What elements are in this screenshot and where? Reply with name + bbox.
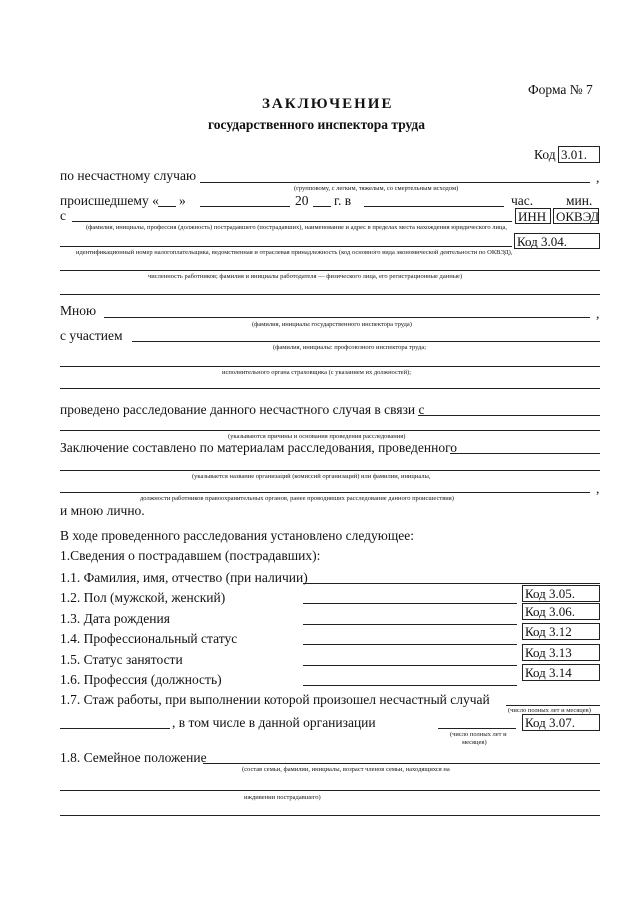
- victim-line[interactable]: [72, 221, 512, 222]
- participation-line[interactable]: [132, 341, 600, 342]
- accident-label: по несчастному случаю: [60, 168, 197, 183]
- orgs-hint: (указывается название организаций (комиссий организаций) или фамилии, инициалы,: [192, 473, 431, 480]
- field-15-label: 1.5. Статус занятости: [60, 652, 183, 667]
- field-14-line[interactable]: [303, 644, 517, 645]
- code-box-307: Код 3.07.: [522, 714, 600, 731]
- with-label: с: [60, 208, 66, 223]
- min-label: мин.: [566, 193, 593, 208]
- code-box-314: Код 3.14: [522, 664, 600, 681]
- by-me-label: Мною: [60, 303, 97, 318]
- employer-line[interactable]: [60, 294, 600, 295]
- union-line[interactable]: [60, 366, 600, 367]
- participation-label: с участием: [60, 328, 123, 343]
- quote-close: »: [179, 193, 186, 208]
- doc-subtitle: государственного инспектора труда: [208, 117, 426, 132]
- investigation-label: проведено расследование данного несчастного случая в связи с: [60, 402, 425, 417]
- day-line[interactable]: [158, 206, 176, 207]
- code-box-312: Код 3.12: [522, 623, 600, 640]
- union-hint: (фамилия, инициалы: профсоюзного инспектора труда;: [273, 344, 427, 351]
- comma: ,: [596, 306, 600, 321]
- incl-org-label: , в том числе в данной организации: [172, 715, 376, 730]
- section1-label: 1.Сведения о пострадавшем (пострадавших):: [60, 548, 321, 563]
- occurred-label: происшедшему «: [60, 193, 159, 208]
- field-17-org-line[interactable]: [438, 728, 516, 729]
- accident-hint: (групповому, с легким, тяжелым, со смертельным исходом): [294, 185, 459, 192]
- form-number: Форма № 7: [528, 82, 593, 97]
- dependent-line[interactable]: [60, 815, 600, 816]
- victim-hint: (фамилия, инициалы, профессия (должность) пострадавшего (пострадавших), наименование и адрес в пределах места нахождения юридического лица,: [86, 224, 507, 231]
- year-prefix: 20: [295, 193, 309, 208]
- comma: ,: [596, 481, 600, 496]
- field-16-line[interactable]: [303, 685, 517, 686]
- insurer-line[interactable]: [60, 388, 600, 389]
- field-13-label: 1.3. Дата рождения: [60, 611, 170, 626]
- personally-label: и мною лично.: [60, 503, 145, 518]
- years-months-hint: (число полных лет и месяцев): [508, 707, 591, 714]
- reasons-line[interactable]: [60, 430, 600, 431]
- code-box-301: 3.01.: [558, 146, 600, 163]
- reasons-hint: (указываются причины и основания проведения расследования): [228, 433, 406, 440]
- field-17-total-line[interactable]: [60, 728, 170, 729]
- investigation-line[interactable]: [418, 415, 600, 416]
- family-hint: (состав семьи, фамилии, инициалы, возраст членов семьи, находящихся на: [242, 766, 450, 773]
- accident-line[interactable]: [200, 182, 590, 183]
- okved-box: ОКВЭД: [553, 208, 599, 224]
- field-18-line[interactable]: [203, 763, 600, 764]
- code-label: Код: [534, 147, 556, 162]
- employees-line[interactable]: [60, 270, 600, 271]
- code-box-305: Код 3.05.: [522, 585, 600, 602]
- field-12-label: 1.2. Пол (мужской, женский): [60, 590, 226, 605]
- inspector-line[interactable]: [104, 317, 590, 318]
- year-line[interactable]: [313, 206, 331, 207]
- code-box-313: Код 3.13: [522, 644, 600, 661]
- field-12-line[interactable]: [303, 603, 517, 604]
- materials-line[interactable]: [450, 453, 600, 454]
- inn-box: ИНН: [515, 208, 551, 224]
- employees-hint: численность работников; фамилия и инициалы работодателя — физического лица, его регистрационные данные): [148, 273, 463, 280]
- field-18-label: 1.8. Семейное положение: [60, 750, 207, 765]
- orgs-line[interactable]: [60, 470, 600, 471]
- family-line[interactable]: [60, 790, 600, 791]
- field-11-line[interactable]: [303, 583, 600, 584]
- dependent-hint: иждивении пострадавшего): [244, 794, 321, 801]
- inspector-hint: (фамилия, инициалы государственного инспектора труда): [252, 321, 412, 328]
- field-17-label: 1.7. Стаж работы, при выполнении которой произошел несчастный случай: [60, 692, 490, 707]
- officials-line[interactable]: [60, 492, 590, 493]
- code-box-304: Код 3.04.: [514, 233, 600, 249]
- comma: ,: [596, 170, 600, 185]
- code-box-306: Код 3.06.: [522, 603, 600, 620]
- org-line[interactable]: [60, 246, 512, 247]
- field-13-line[interactable]: [303, 624, 517, 625]
- years-hint-1: (число полных лет и: [450, 731, 507, 738]
- field-16-label: 1.6. Профессия (должность): [60, 672, 222, 687]
- field-17-line[interactable]: [506, 705, 600, 706]
- hour-label: час.: [511, 193, 534, 208]
- field-11-label: 1.1. Фамилия, имя, отчество (при наличии): [60, 570, 308, 585]
- field-15-line[interactable]: [303, 665, 517, 666]
- year-suffix: г. в: [334, 193, 352, 208]
- materials-label: Заключение составлено по материалам расследования, проведенного: [60, 440, 458, 455]
- id-hint: идентификационный номер налогоплательщика, ведомственная и отраслевая принадлежность (код основного вида экономической деятельности по ОКВЭД),: [76, 249, 513, 256]
- field-14-label: 1.4. Профессиональный статус: [60, 631, 238, 646]
- insurer-hint: исполнительного органа страховщика (с указанием их должностей);: [222, 369, 412, 376]
- month-line[interactable]: [200, 206, 290, 207]
- doc-title: ЗАКЛЮЧЕНИЕ: [262, 96, 394, 112]
- officials-hint: должности работников правоохранительных органов, ранее проводивших расследование данного происшествия): [140, 495, 454, 502]
- years-hint-2: месяцев): [462, 739, 487, 746]
- hour-line[interactable]: [364, 206, 504, 207]
- established-label: В ходе проведенного расследования установлено следующее:: [60, 528, 414, 543]
